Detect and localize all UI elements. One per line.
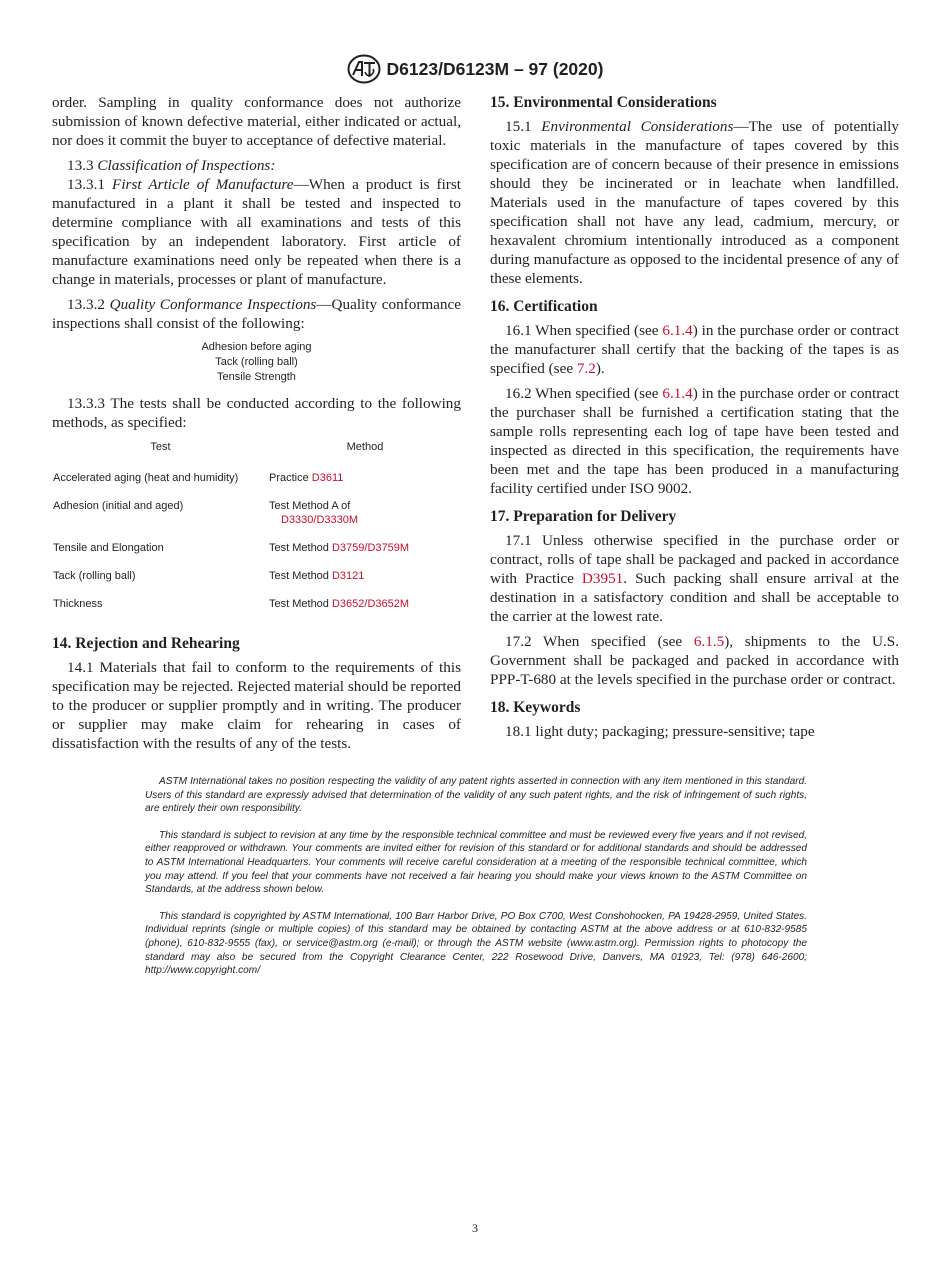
table-cell-method: Practice D3611	[269, 472, 344, 484]
paragraph-18-1: 18.1 light duty; packaging; pressure-sensitive; tape	[505, 723, 815, 740]
paragraph-16-2: 16.2 When specified (see 6.1.4) in the purchase order or contract the purchaser shall be furnished a certification stating that the sample rolls representing each log of tape have been tested and inspected as directed in this specification, the requirements have been met and the tape has been produced in a manufacturing facility certified under ISO 9002.	[490, 385, 900, 497]
reference-link[interactable]: D3611	[311, 472, 344, 484]
left-column	[52, 93, 461, 753]
table-cell-test: Thickness	[53, 598, 103, 610]
section-heading-14: 14. Rejection and Rehearing	[52, 635, 240, 652]
table-cell-test: Tensile and Elongation	[53, 542, 164, 554]
list-item: Tensile Strength	[217, 371, 296, 383]
list-item: Adhesion before aging	[201, 341, 312, 353]
column-header-method: Method	[346, 441, 384, 453]
paragraph-13-3-1: 13.3.1 First Article of Manufacture—When a product is first manufactured in a plant it shall be tested and inspected to determine compliance with all examinations and tests of this specification by an independent laboratory. First article of manufacture examinations need only be repeated when there is a change in materials, processes or plant of manufacture.	[52, 176, 461, 288]
reference-link[interactable]: D3951	[581, 570, 624, 587]
table-cell-method: Test Method D3121	[269, 570, 365, 582]
reference-link[interactable]: D3652/D3652M	[331, 598, 410, 610]
right-column	[490, 93, 899, 741]
footer-notice	[145, 775, 807, 991]
table-cell-method: Test Method D3652/D3652M	[269, 598, 410, 610]
page-header	[0, 54, 950, 89]
paragraph-order: order. Sampling in quality conformance does not authorize submission of known defective material, either indicated or actual, nor does it commit the buyer to acceptance of defective material.	[52, 94, 461, 149]
paragraph-13-3-2: 13.3.2 Quality Conformance Inspections—Quality conformance inspections shall consist of the following:	[52, 296, 462, 332]
footer-revision-notice: This standard is subject to revision at any time by the responsible technical committee and must be reviewed every five years and if not revised, either reapproved or withdrawn. Your comments are invited either for revision of this standard or for additional standards and should be addressed to ASTM International Headquarters. Your comments will receive careful consideration at a meeting of the responsible technical committee, which you may attend. If you feel that your comments have not received a fair hearing you should make your views known to the ASTM Committee on Standards, at the address shown below.	[145, 829, 807, 896]
reference-link[interactable]: D3759/D3759M	[331, 542, 410, 554]
document-designation: D6123/D6123M – 97 (2020)	[386, 58, 604, 79]
paragraph-17-1: 17.1 Unless otherwise specified in the purchase order or contract, rolls of tape shall be packaged and packed in accordance with Practice D3951. Such packing shall ensure arrival at the destination in a satisfactory condition and shall be acceptable to the carrier at the lowest rate.	[490, 532, 899, 625]
table-row	[52, 569, 461, 597]
table-cell-method: Test Method A of D3330/D3330M	[269, 500, 359, 526]
page-number: 3	[472, 1221, 478, 1235]
test-methods-table	[52, 440, 461, 625]
astm-logo-icon	[347, 54, 381, 84]
section-heading-18: 18. Keywords	[490, 699, 581, 716]
footer-copyright-notice: This standard is copyrighted by ASTM International, 100 Barr Harbor Drive, PO Box C700, West Conshohocken, PA 19428-2959, United States. Individual reprints (single or multiple copies) of this standard may be obtained by contacting ASTM at the above address or at 610-832-9585 (phone), 610-832-9555 (fax), or service@astm.org (e-mail); or through the ASTM website (www.astm.org). Permission rights to photocopy the standard may also be secured from the Copyright Clearance Center, 222 Rosewood Drive, Danvers, MA 01923, Tel: (978) 646-2600; http://www.copyright.com/	[145, 910, 807, 977]
reference-link[interactable]: 6.1.4	[662, 322, 693, 339]
reference-link[interactable]: 6.1.5	[693, 633, 725, 650]
reference-link[interactable]: 7.2	[576, 360, 596, 377]
table-cell-test: Accelerated aging (heat and humidity)	[53, 472, 239, 484]
table-cell-method: Test Method D3759/D3759M	[269, 542, 410, 554]
section-heading-16: 16. Certification	[490, 298, 598, 315]
table-row	[52, 471, 461, 499]
footer-patent-notice: ASTM International takes no position respecting the validity of any patent rights asserted in connection with any item mentioned in this standard. Users of this standard are expressly advised that determination of the validity of any such patent rights, and the risk of infringement of such rights, are entirely their own responsibility.	[145, 776, 807, 815]
inspection-list	[52, 340, 461, 385]
table-row	[52, 541, 461, 569]
reference-link[interactable]: D3330/D3330M	[281, 514, 359, 526]
table-row	[52, 597, 461, 625]
table-cell-test: Adhesion (initial and aged)	[53, 500, 184, 512]
reference-link[interactable]: 6.1.4	[662, 385, 693, 402]
section-heading-15: 15. Environmental Considerations	[490, 94, 717, 111]
paragraph-14-1: 14.1 Materials that fail to conform to the requirements of this specification may be rejected. Rejected material should be reported to the producer or supplier promptly and in writing. The producer or supplier may make claim for rehearing in cases of dissatisfaction with the results of any of the tests.	[52, 659, 461, 752]
paragraph-13-3-3: 13.3.3 The tests shall be conducted according to the following methods, as specified:	[52, 395, 461, 431]
paragraph-17-2: 17.2 When specified (see 6.1.5), shipments to the U.S. Government shall be packaged and packed in accordance with PPP-T-680 at the levels specified in the purchase order or contract.	[490, 633, 899, 688]
table-cell-test: Tack (rolling ball)	[53, 570, 136, 582]
paragraph-13-3: 13.3 Classification of Inspections:	[67, 157, 276, 174]
column-header-test: Test	[150, 441, 171, 453]
section-heading-17: 17. Preparation for Delivery	[490, 508, 677, 525]
paragraph-16-1: 16.1 When specified (see 6.1.4) in the purchase order or contract the manufacturer shall certify that the backing of the tapes is as specified (see 7.2).	[490, 322, 900, 377]
paragraph-15-1: 15.1 Environmental Considerations—The use of potentially toxic materials in the manufacture of tapes covered by this specification are of concern because of their presence in emissions should they be incinerated or in leachate when landfilled. Materials used in the manufacture of tapes covered by this specification shall not have any lead, cadmium, mercury, or hexavalent chromium intentionally introduced as a component during manufacture as opposed to the incidental presence of any of these elements.	[490, 118, 899, 287]
table-row	[52, 499, 461, 541]
list-item: Tack (rolling ball)	[215, 356, 298, 368]
reference-link[interactable]: D3121	[331, 570, 365, 582]
